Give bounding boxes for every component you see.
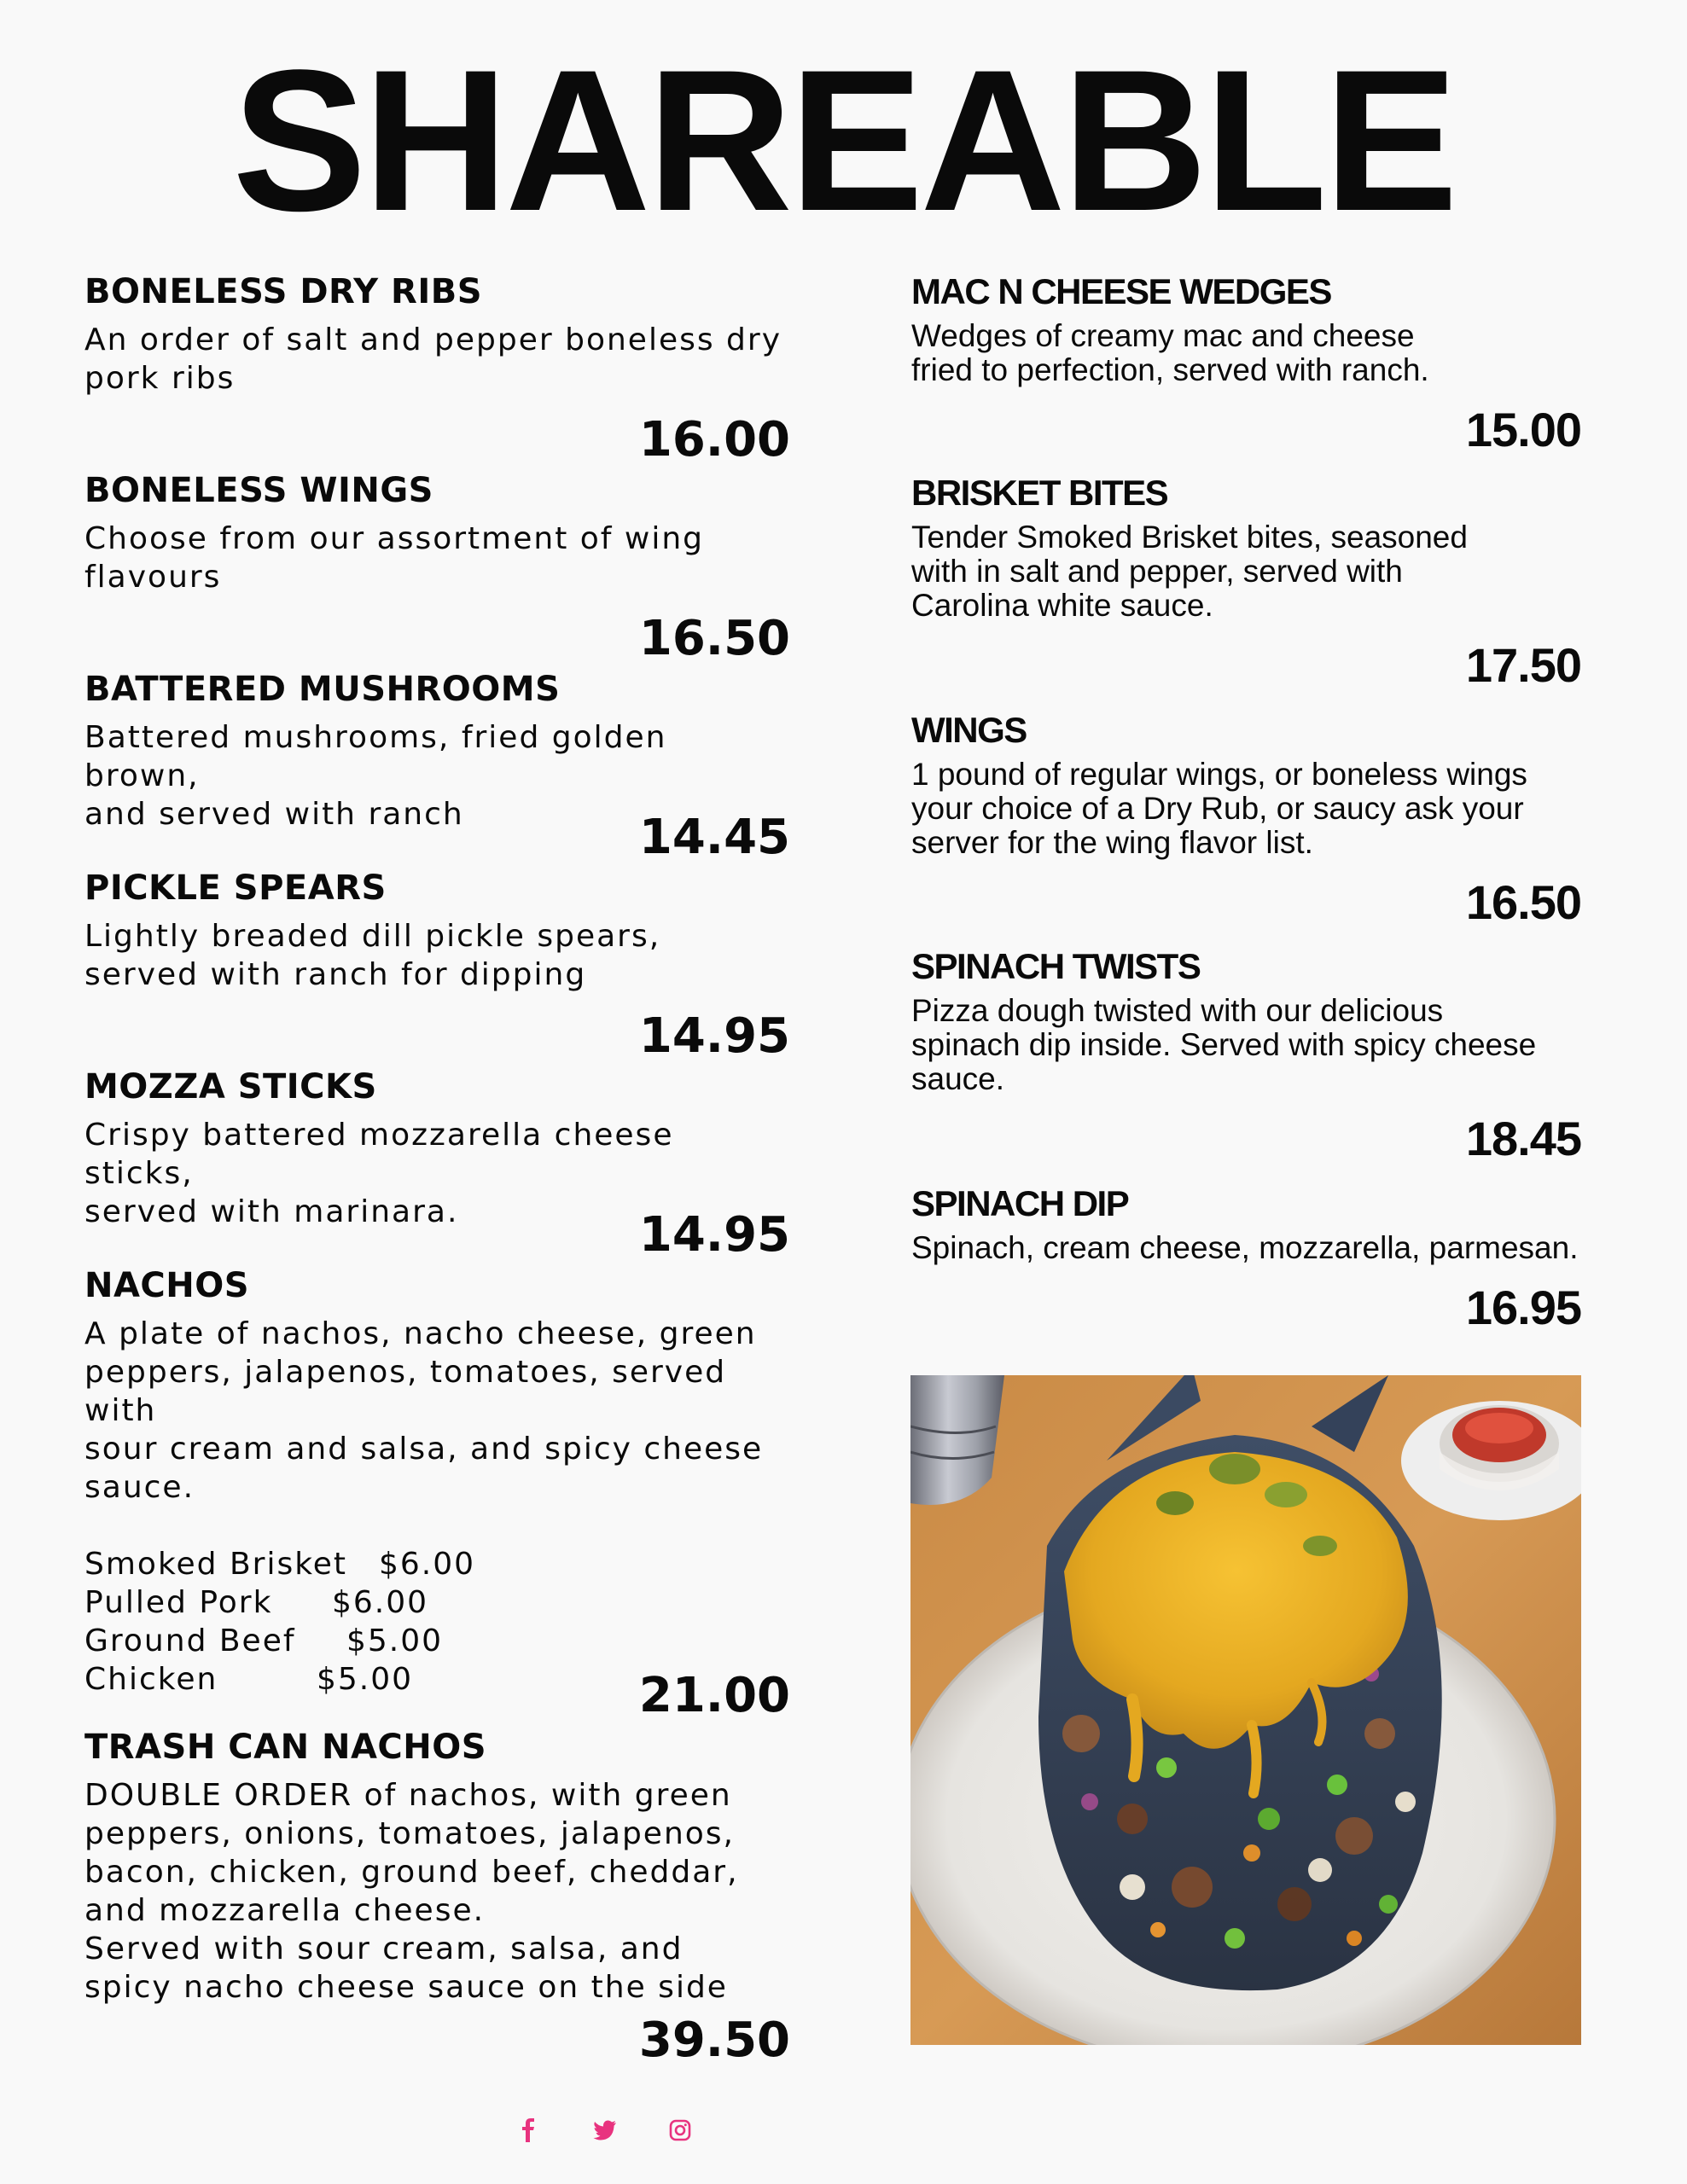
menu-item-boneless-wings bbox=[84, 470, 790, 668]
item-name: PICKLE SPEARS bbox=[84, 868, 387, 908]
item-price: 21.00 bbox=[638, 1668, 790, 1723]
addon-name: Ground Beef bbox=[84, 1623, 296, 1658]
item-price: 16.00 bbox=[638, 412, 790, 468]
item-name: MOZZA STICKS bbox=[84, 1067, 377, 1107]
menu-item-mac-n-cheese-wedges bbox=[911, 271, 1581, 459]
item-description: Pizza dough twisted with our delicious spinach dip inside. Served with spicy cheese sauce. bbox=[911, 993, 1537, 1096]
item-name: BONELESS WINGS bbox=[84, 471, 433, 510]
addon-row bbox=[84, 1545, 790, 1583]
addon-price: $6.00 bbox=[332, 1585, 429, 1620]
item-description: 1 pound of regular wings, or boneless wings your choice of a Dry Rub, or saucy ask your server for the wing flavor list. bbox=[911, 757, 1527, 860]
addon-price: $5.00 bbox=[317, 1662, 414, 1697]
addon-price: $5.00 bbox=[346, 1623, 444, 1658]
item-name: WINGS bbox=[911, 710, 1027, 750]
item-description: Wedges of creamy mac and cheese fried to perfection, served with ranch. bbox=[911, 318, 1429, 387]
menu-item-spinach-twists bbox=[911, 946, 1581, 1168]
addon-name: Chicken bbox=[84, 1662, 218, 1697]
addon-name: Pulled Pork bbox=[84, 1585, 273, 1620]
item-price: 18.45 bbox=[1465, 1112, 1581, 1165]
menu-item-boneless-dry-ribs bbox=[84, 271, 790, 469]
item-price: 16.50 bbox=[1465, 875, 1581, 929]
facebook-icon[interactable] bbox=[509, 2111, 547, 2149]
menu-item-mozza-sticks bbox=[84, 1066, 790, 1264]
addon-name: Smoked Brisket bbox=[84, 1547, 348, 1582]
item-description: DOUBLE ORDER of nachos, with green peppers, onions, tomatoes, jalapenos, bacon, chicken, ground beef, cheddar, and mozzarella cheese. Served with sour cream, salsa, and spicy nacho cheese sauce on the side bbox=[84, 1778, 739, 2005]
addon-row bbox=[84, 1622, 790, 1660]
item-description: Lightly breaded dill pickle spears, served with ranch for dipping bbox=[84, 919, 661, 992]
nachos-photo bbox=[910, 1375, 1581, 2045]
item-price: 14.95 bbox=[638, 1008, 790, 1064]
item-name: SPINACH DIP bbox=[911, 1183, 1129, 1223]
item-price: 17.50 bbox=[1465, 638, 1581, 692]
item-name: NACHOS bbox=[84, 1266, 250, 1305]
item-description: Choose from our assortment of wing flavours bbox=[84, 521, 705, 595]
item-description: A plate of nachos, nacho cheese, green peppers, jalapenos, tomatoes, served with sour cream and salsa, and spicy cheese sauce. bbox=[84, 1316, 764, 1505]
item-description: Battered mushrooms, fried golden brown, and served with ranch bbox=[84, 720, 667, 832]
item-description: An order of salt and pepper boneless dry pork ribs bbox=[84, 322, 782, 396]
item-name: BATTERED MUSHROOMS bbox=[84, 670, 561, 709]
item-name: MAC N CHEESE WEDGES bbox=[911, 271, 1331, 311]
item-price: 15.00 bbox=[1465, 403, 1581, 456]
item-description: Crispy battered mozzarella cheese sticks, served with marinara. bbox=[84, 1118, 674, 1229]
item-name: BRISKET BITES bbox=[911, 473, 1168, 513]
page-title: SHAREABLE bbox=[232, 28, 1455, 253]
menu-item-nachos bbox=[84, 1265, 790, 1726]
addon-row bbox=[84, 1583, 790, 1622]
menu-item-wings bbox=[911, 710, 1581, 932]
item-price: 14.95 bbox=[638, 1207, 790, 1263]
twitter-icon[interactable] bbox=[586, 2111, 624, 2149]
item-name: TRASH CAN NACHOS bbox=[84, 1728, 487, 1767]
menu-item-brisket-bites bbox=[911, 473, 1581, 694]
menu-item-spinach-dip bbox=[911, 1183, 1581, 1337]
instagram-icon[interactable] bbox=[661, 2111, 699, 2149]
item-name: SPINACH TWISTS bbox=[911, 946, 1201, 986]
item-name: BONELESS DRY RIBS bbox=[84, 272, 483, 311]
item-price: 14.45 bbox=[638, 810, 790, 865]
menu-item-battered-mushrooms bbox=[84, 669, 790, 867]
addon-price: $6.00 bbox=[379, 1547, 476, 1582]
item-description: Spinach, cream cheese, mozzarella, parmesan. bbox=[911, 1230, 1579, 1265]
item-price: 39.50 bbox=[638, 2013, 790, 2068]
item-price: 16.95 bbox=[1465, 1281, 1581, 1334]
item-description: Tender Smoked Brisket bites, seasoned with in salt and pepper, served with Carolina white sauce. bbox=[911, 520, 1468, 623]
menu-item-pickle-spears bbox=[84, 868, 790, 1066]
item-price: 16.50 bbox=[638, 611, 790, 666]
menu-item-trash-can-nachos bbox=[84, 1727, 790, 2068]
